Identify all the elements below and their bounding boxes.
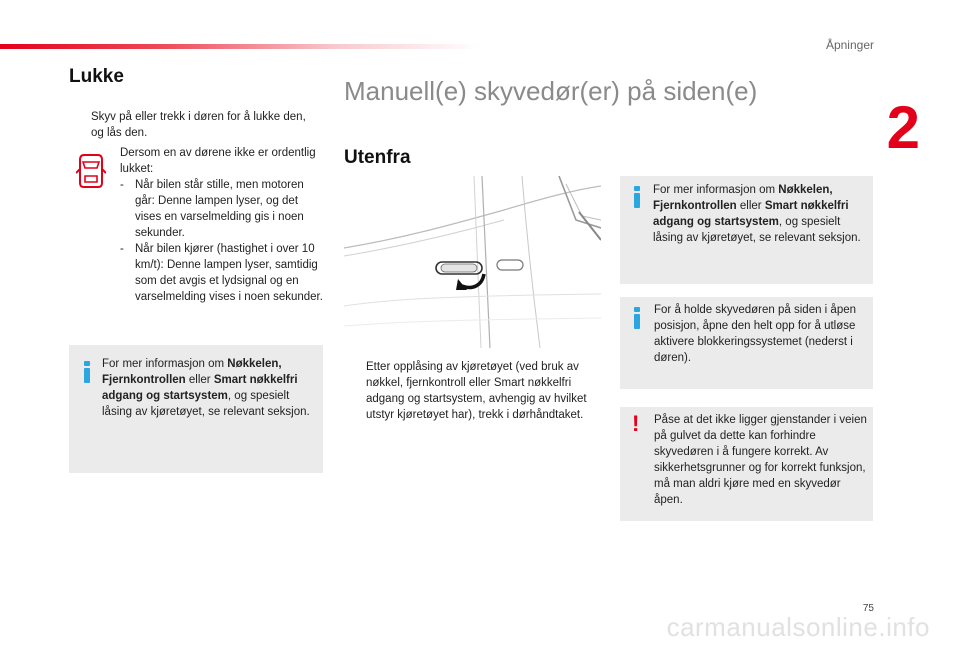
door-warning-text: [120, 145, 326, 305]
info-icon: [84, 361, 90, 383]
warning-icon: !: [632, 411, 640, 436]
warning-box-right: [620, 407, 873, 521]
bullet-open-door: [366, 359, 598, 423]
info-icon: [634, 307, 640, 329]
chapter-number: 2: [886, 94, 920, 161]
warning-text: Påse at det ikke ligger gjenstander i veien på gulvet da dette kan forhindre skyvedøren i å fungere korrekt. Av sikkerhetsgrunner og for korrekt funksjon, må man aldri kjøre med en skyvedør åpen.: [654, 414, 867, 506]
bullet-text: Etter opplåsing av kjøretøyet (ved bruk av nøkkel, fjernkontroll eller Smart nøkkelfri adgang og startsystem, avhengig av hvilket utstyr kjøretøyet har), trekk i dørhåndtaket.: [366, 361, 587, 421]
warning-intro: Dersom en av dørene ikke er ordentlig lukket:: [120, 147, 316, 175]
page-number: 75: [862, 603, 874, 614]
door-handle-illustration: [344, 176, 601, 348]
warning-item: [120, 177, 326, 241]
info-text: For mer informasjon om Nøkkelen, Fjernkontrollen eller Smart nøkkelfri adgang og startsystem, og spesielt låsing av kjøretøyet, se relevant seksjon.: [102, 358, 310, 418]
bullet-close-door: [91, 109, 321, 141]
bullet-text: Skyv på eller trekk i døren for å lukke den, og lås den.: [91, 111, 306, 139]
info-box-left: [69, 345, 323, 473]
warning-item: [120, 241, 326, 305]
door-open-warning-icon: [76, 151, 106, 191]
info-text: For mer informasjon om Nøkkelen, Fjernkontrollen eller Smart nøkkelfri adgang og startsystem, og spesielt låsing av kjøretøyet, se relevant seksjon.: [653, 184, 861, 244]
section-title: Åpninger: [825, 38, 874, 52]
warning-item-text: Når bilen kjører (hastighet i over 10 km/t): Denne lampen lyser, samtidig som det avgis et lydsignal og en varselmelding vises i noen sekunder.: [135, 243, 323, 303]
info-icon: [634, 186, 640, 208]
dash-marker: -: [120, 179, 124, 191]
info-box-right-1: [620, 176, 873, 284]
page-title: Manuell(e) skyvedør(er) på siden(e): [344, 76, 758, 106]
info-text: For å holde skyvedøren på siden i åpen posisjon, åpne den helt opp for å utløse aktivere blokkeringssystemet (nederst i døren).: [654, 304, 857, 364]
dash-marker: -: [120, 243, 124, 255]
heading-lukke: Lukke: [69, 66, 124, 87]
info-box-right-2: [620, 297, 873, 389]
watermark: carmanualsonline.info: [666, 612, 930, 642]
warning-item-text: Når bilen står stille, men motoren går: Denne lampen lyser, og det vises en varselmelding gis i noen sekunder.: [135, 179, 304, 239]
heading-utenfra: Utenfra: [344, 147, 411, 168]
top-accent-bar: [0, 44, 480, 49]
